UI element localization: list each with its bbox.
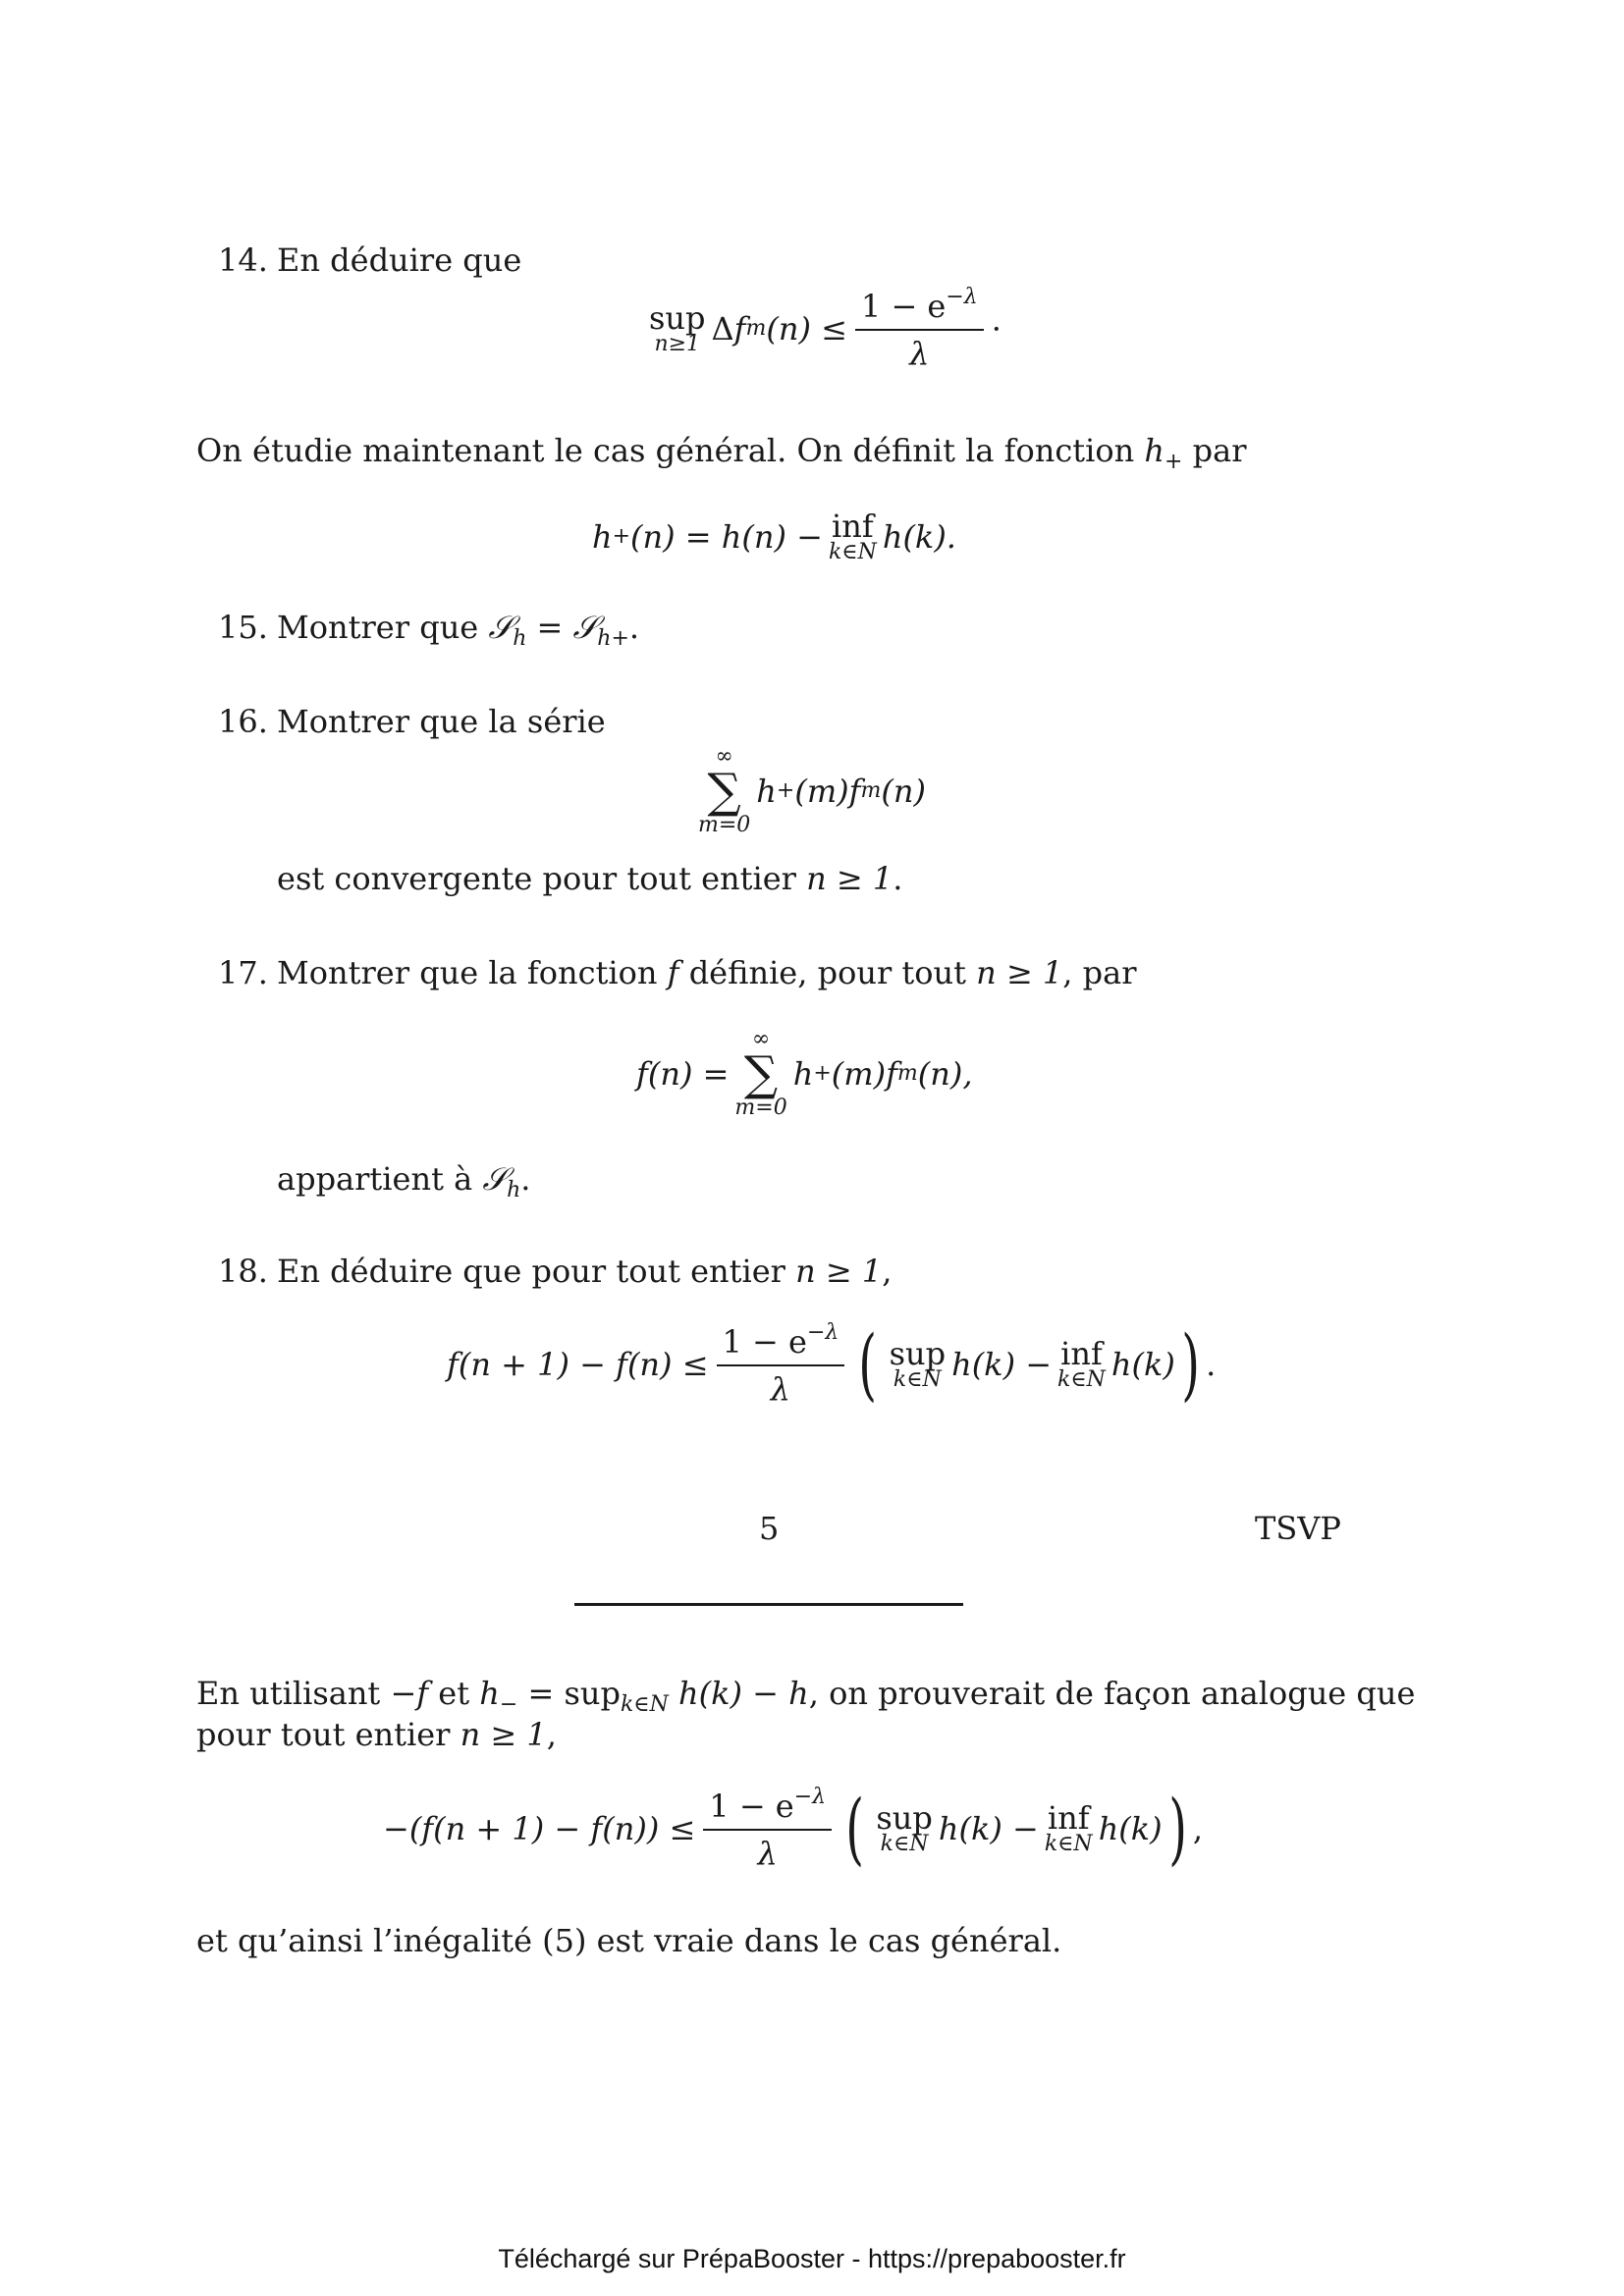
question-17: 17. Montrer que la fonction f définie, pour tout n ≥ 1, par (218, 954, 1137, 991)
equation-14: sup n≥1 Δ f m (n) ≤ $\frac{1 - e^{-\lambda}}{\lambda}$ · (649, 285, 1001, 373)
equation-17-function: f(n) = ∞ ∑ m=0 h + (m)f m (n), (636, 1027, 973, 1120)
tsvp-label: TSVP (1255, 1510, 1341, 1547)
download-footer: Téléchargé sur PrépaBooster - https://prepabooster.fr (498, 2244, 1126, 2273)
paragraph-conclusion-line2: pour tout entier n ≥ 1, (196, 1716, 557, 1753)
equation-final-inequality: −(f(n + 1) − f(n)) ≤ $\frac{1 - e^{-\lambda}}{\lambda}$ ( sup k∈N h(k) − inf k∈N h(k) ) , (383, 1782, 1204, 1874)
question-17-continuation: appartient à 𝒮$_h$. (277, 1160, 531, 1202)
paragraph-final: et qu’ainsi l’inégalité (5) est vraie dans le cas général. (196, 1922, 1062, 1959)
question-14: 14. En déduire que (218, 241, 522, 279)
question-16-continuation: est convergente pour tout entier n ≥ 1. (277, 860, 903, 897)
separator-rule (574, 1603, 963, 1606)
question-15: 15. Montrer que 𝒮$_h$ = 𝒮$_{h+}$. (218, 609, 640, 651)
paragraph-general-case: On étudie maintenant le cas général. On définit la fonction $h_+$ par (196, 432, 1247, 474)
equation-18-inequality: f(n + 1) − f(n) ≤ $\frac{1 - e^{-\lambda}}{\lambda}$ ( sup k∈N h(k) − inf k∈N h(k) ) . (447, 1317, 1217, 1410)
equation-hplus: h + (n) = h(n) − inf k∈N h(k). (592, 507, 956, 564)
question-16: 16. Montrer que la série (218, 703, 606, 740)
page-number: 5 (759, 1510, 780, 1547)
equation-16-series: ∞ ∑ m=0 h + (m)f m (n) (698, 744, 926, 837)
paragraph-conclusion-line1: En utilisant −f et $h_- = sup_{k\in N}$ h(k) − h, on prouverait de façon analogue que (196, 1675, 1416, 1717)
question-18: 18. En déduire que pour tout entier n ≥ 1, (218, 1253, 893, 1290)
